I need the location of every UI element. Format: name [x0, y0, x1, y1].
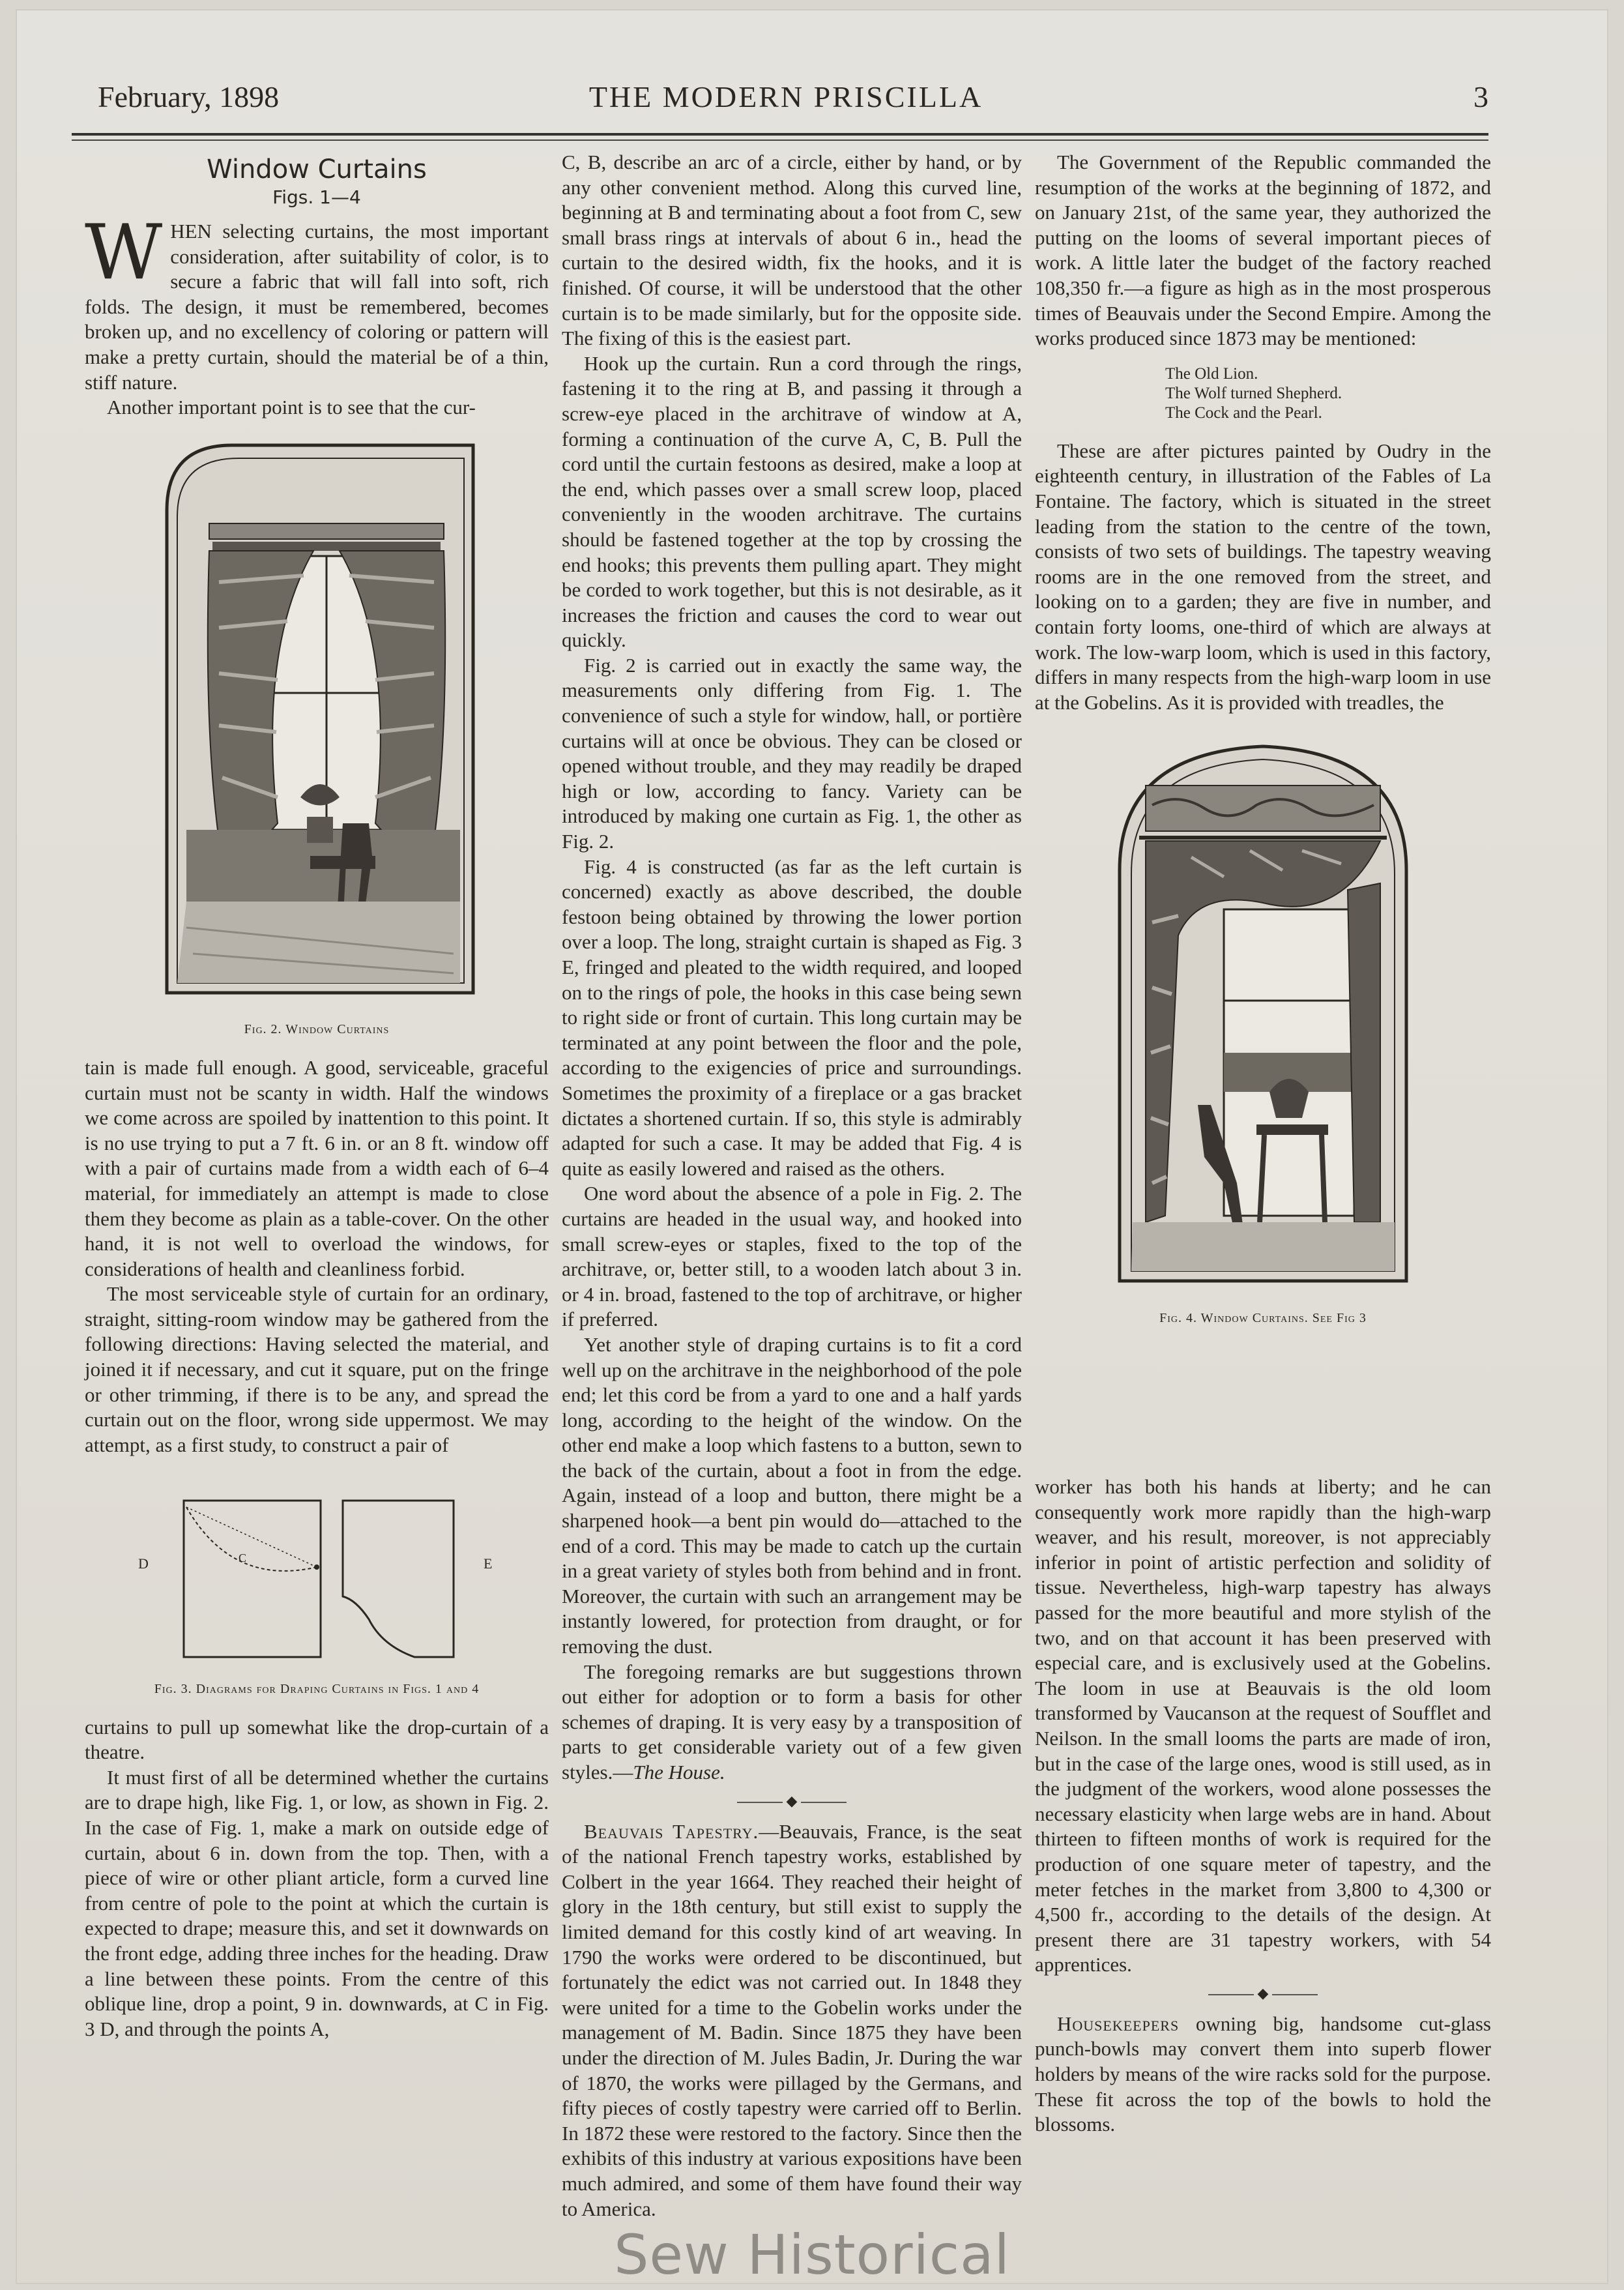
article-lead: Beauvais Tapestry. [584, 1819, 759, 1843]
column-3 [1035, 150, 1491, 1343]
figure-2 [85, 432, 549, 1042]
list-item: The Cock and the Pearl. [1165, 404, 1322, 422]
diagram-label-d: D [138, 1555, 149, 1572]
page-header [83, 80, 1488, 125]
diagram-label-c: C [239, 1551, 247, 1565]
paragraph: WHEN selecting curtains, the most important consideration, after suitability of color, is to secure a fabric that will fall into soft, rich folds. The design, it must be remembered, becomes broken up, and no excellency of coloring or pattern will make a pretty curtain, should the material be of a thin, stiff nature. [85, 209, 549, 394]
figure-2-caption: Fig. 2. Window Curtains [244, 1022, 390, 1037]
window-curtains-illustration-fig4 [1094, 727, 1432, 1294]
window-curtains-illustration-fig2 [147, 432, 486, 1006]
paragraph: Another important point is to see that the cur- [107, 396, 476, 419]
figure-4-caption: Fig. 4. Window Curtains. See Fig 3 [1159, 1310, 1367, 1325]
paragraph: Fig. 2 is carried out in exactly the same way, the measurements only differing from Fig. 1. The convenience of such a style for window, hall, or portière curtains will at once be obvious. They can be closed or opened without trouble, and they may readily be draped high or low, according to fancy. Variety can be introduced by making one curtain as Fig. 1, the other as Fig. 2. [562, 653, 1022, 853]
figure-4 [1035, 727, 1491, 1330]
article-source: The House. [633, 1761, 725, 1784]
paragraph: worker has both his hands at liberty; and he can consequently work more rapidly than the high-warp weaver, and his result, moreover, is not appreciably inferior in point of artistic perfection and solidity of tissue. Nevertheless, high-warp tapestry has always passed for the more beautiful and more stylish of the two, and on that account it has been preserved with especial care, and is exclusively used at the Gobelins. The loom in use at Beauvais is the old loom transformed by Vaucanson at the request of Soufflet and Neilson. In the small looms the parts are made of iron, but in the case of the large ones, wood is still used, as in the judgment of the workers, wood alone possesses the necessary elasticity when large webs are in hand. About thirteen to fifteen months of work is required for the production of one square meter of tapestry, and the meter fetches in the market from 3,800 to 4,300 or 4,500 fr., according to the details of the design. At present there are 31 tapestry workers, with 54 apprentices. [1035, 1475, 1491, 1976]
column-2 [562, 150, 1022, 2222]
article-figs-ref: Figs. 1—4 [272, 186, 361, 208]
works-list [1165, 364, 1491, 423]
figure-3 [85, 1469, 549, 1701]
diagram-label-e: E [484, 1555, 493, 1572]
header-rule [72, 133, 1488, 136]
column-3-lower [1035, 1475, 1491, 2137]
drop-cap: W [85, 209, 163, 297]
column-1 [85, 150, 549, 2042]
paragraph: Yet another style of draping curtains is to fit a cord well up on the architrave in the neighborhood of the pole end; let this cord be from a yard to one and a half yards long, according to the height of the window. On the other end make a loop which fastens to a button, sewn to the back of the curtain, about a foot in from the edge. Again, instead of a loop and button, there might be a sharpened hook—a bent pin would do—attached to the end of a cord. This may be made to catch up the curtain in a great variety of styles both from behind and in front. Moreover, the curtain with such an arrangement may be instantly lowered, for protection from draught, or for removing the dust. [562, 1332, 1022, 1658]
paragraph: Beauvais Tapestry.—Beauvais, France, is the seat of the national French tapestry works, established by Colbert in the year 1664. They reached their height of glory in the 18th century, but still exist to supply the limited demand for this costly kind of art weaving. In 1790 the works were ordered to be discontinued, but fortunately the edict was not carried out. In 1848 they were united for a time to the Gobelin works under the management of M. Badin. Since 1875 they have been under the direction of M. Jules Badin, Jr. During the war of 1870, the works were pillaged by the Germans, and fifty pieces of costly tapestry were carried off to Berlin. In 1872 these were restored to the factory. Since then the exhibits of this industry at various expositions have been much admired, and some of them have found their way to America. [562, 1819, 1022, 2220]
list-item: The Wolf turned Shepherd. [1165, 384, 1342, 402]
page-number: 3 [1473, 80, 1488, 113]
article-lead: Housekeepers [1057, 2012, 1180, 2035]
paragraph: Hook up the curtain. Run a cord through the rings, fastening it to the ring at B, and passing it through a screw-eye placed in the architrave of window at A, forming a continuation of the curve A, C, B. Pull the cord until the curtain festoons as desired, make a loop at the end, which passes over a small screw loop, placed conveniently in the wooden architrave. The curtains should be fastened together at the top by crossing the end hooks; this prevents them pulling apart. They might be corded to work together, but this is not desirable, as it increases the friction and causes the cord to wear out quickly. [562, 351, 1022, 652]
section-divider: ◆ [1035, 1986, 1491, 2001]
magazine-title: THE MODERN PRISCILLA [588, 80, 983, 113]
watermark: Sew Historical [614, 2223, 1010, 2287]
paragraph: It must first of all be determined whether the curtains are to drape high, like Fig. 1, or low, as shown in Fig. 2. In the case of Fig. 1, make a mark on outside edge of curtain, about 6 in. down from the top. Then, with a piece of wire or other pliant article, form a curved line from centre of pole to the point at which the curtain is expected to drape; measure this, and set it downwards on the front edge, adding three inches for the heading. Draw a line between these points. From the centre of this oblique line, drop a point, 9 in. downwards, at C in Fig. 3 D, and through the points A, [85, 1765, 549, 2040]
paragraph: The most serviceable style of curtain for an ordinary, straight, sitting-room window may be gathered from the following directions: Having selected the material, and joined it if necessary, and cut it square, put on the fringe or other trimming, if there is to be any, and spread the curtain out on the floor, wrong side uppermost. We may attempt, as a first study, to construct a pair of [85, 1282, 549, 1456]
header-rule-thin [72, 139, 1488, 141]
paragraph: One word about the absence of a pole in Fig. 2. The curtains are headed in the usual way, and hooked into small screw-eyes or staples, fixed to the top of the architrave, or, better still, to a wooden latch about 3 in. or 4 in. broad, fastened to the top of architrave, or higher if preferred. [562, 1182, 1022, 1331]
list-item: The Old Lion. [1165, 364, 1258, 383]
paragraph: tain is made full enough. A good, serviceable, graceful curtain must not be scanty in width. Half the windows we come across are spoiled by inattention to this point. It is no use trying to put a 7 ft. 6 in. or an 8 ft. window off with a pair of curtains made from a width each of 6–4 material, for immediately an attempt is made to close them they become as plain as a table-cover. On the other hand, it is not well to overload the windows, for considerations of health and cleanliness forbid. [85, 1055, 549, 1280]
paragraph: Fig. 4 is constructed (as far as the left curtain is concerned) exactly as above described, the double festoon being obtained by throwing the lower portion over a loop. The long, straight curtain is shaped as Fig. 3 E, fringed and pleated to the width required, and looped on to the rings of pole, the hooks in this case being sewn to right side or front of curtain. This long curtain may be terminated at any point between the floor and the pole, according to the exigencies of price and surroundings. Sometimes the proximity of a fireplace or a gas bracket dictates a shortened curtain. If so, this style is admirably adapted for such a case. It may be added that Fig. 4 is quite as easily lowered and raised as the others. [562, 855, 1022, 1180]
issue-date: February, 1898 [98, 80, 280, 113]
paragraph: C, B, describe an arc of a circle, either by hand, or by any other convenient method. Along this curved line, beginning at B and terminating about a foot from C, sew small brass rings at intervals of about 6 in., head the curtain to the desired width, fix the hooks, and it is finished. Of course, it will be understood that the other curtain is to be made similarly, but for the opposite side. The fixing of this is the easiest part. [562, 151, 1022, 350]
paragraph: Housekeepers owning big, handsome cut-glass punch-bowls may convert them into superb flower holders by means of the wire racks sold for the purpose. These fit across the top of the bowls to hold the blossoms. [1035, 2012, 1491, 2136]
section-divider: ◆ [562, 1793, 1022, 1809]
paragraph: curtains to pull up somewhat like the drop-curtain of a theatre. [85, 1715, 549, 1764]
paragraph: The Government of the Republic commanded the resumption of the works at the beginning of 1872, and on January 21st, of the same year, they authorized the putting on the looms of several important pieces of work. A little later the budget of the factory reached 108,350 fr.—a figure as high as in the most prosperous times of Beauvais under the Second Empire. Among the works produced since 1873 may be mentioned: [1035, 151, 1491, 350]
article-title: Window Curtains [207, 154, 427, 184]
paragraph: These are after pictures painted by Oudry in the eighteenth century, in illustration of the Fables of La Fontaine. The factory, which is situated in the street leading from the station to the centre of the town, consists of two sets of buildings. The tapestry weaving rooms are in the one removed from the street, and looking on to a garden; they are five in number, and contain forty looms, one-third of which are always at work. The low-warp loom, which is used in this factory, differs in many respects from the high-warp loom in use at the Gobelins. As it is provided with treadles, the [1035, 439, 1491, 714]
figure-3-caption: Fig. 3. Diagrams for Draping Curtains in Figs. 1 and 4 [154, 1682, 480, 1697]
paragraph: The foregoing remarks are but suggestions thrown out either for adoption or to form a basis for other schemes of draping. It is very easy by a transposition of parts to get considerable variety out of a few given styles.—The House. [562, 1660, 1022, 1784]
draping-diagram-fig3 [121, 1469, 512, 1665]
